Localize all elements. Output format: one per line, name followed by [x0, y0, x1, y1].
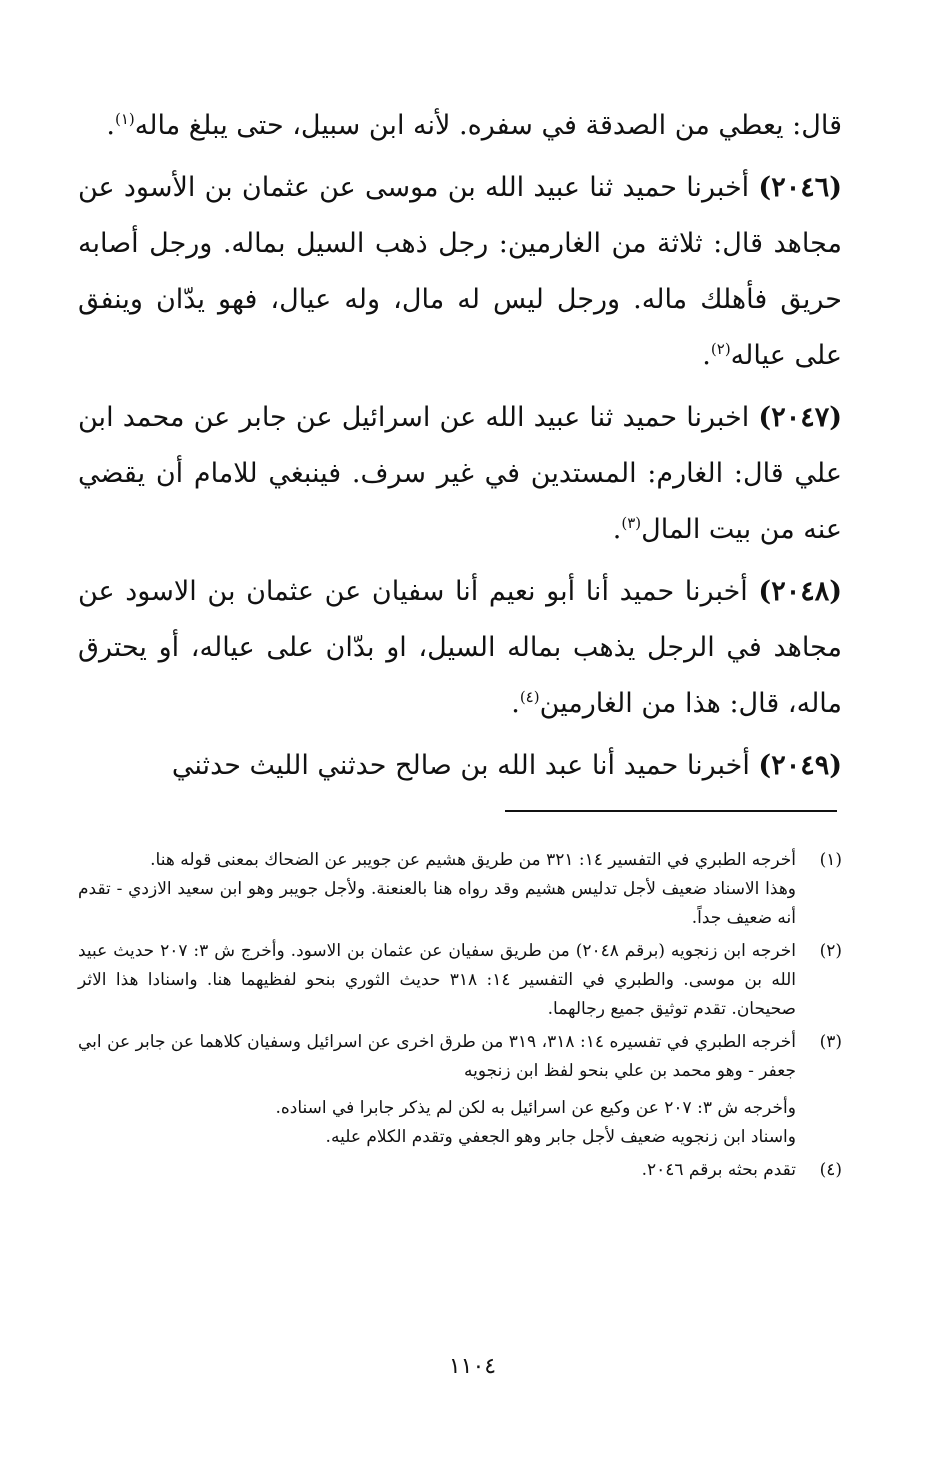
- footnote-ref: (١): [114, 110, 135, 128]
- hadith-number: (٢٠٤٦): [758, 172, 842, 203]
- footnote-line: تقدم بحثه برقم ٢٠٤٦.: [641, 1160, 796, 1180]
- paragraph: قال: يعطي من الصدقة في سفره. لأنه ابن سبيل، حتى يبلغ ماله$^{(١)}$.: [106, 110, 842, 141]
- footnote-divider: [505, 810, 837, 812]
- footnote-line: أخرجه الطبري في تفسيره ١٤: ٣١٨، ٣١٩ من طرق اخرى عن اسرائيل وسفيان كلاهما عن جابر عن ابي جعفر - وهو محمد بن علي بنحو لفظ ابن زنجويه: [78, 1032, 796, 1081]
- hadith-2049: [78, 738, 842, 794]
- footnote-line: وهذا الاسناد ضعيف لأجل تدليس هشيم وقد رواه هنا بالعنعنة. ولأجل جويبر وهو ابن سعيد الازدي - تقدم أنه ضعيف جداً.: [78, 879, 796, 928]
- hadith-number: (٢٠٤٨): [758, 576, 842, 607]
- footnote-line: أخرجه الطبري في التفسير ١٤: ٣٢١ من طريق هشيم عن جويبر عن الضحاك بمعنى قوله هنا.: [150, 850, 796, 870]
- footnote-body: [78, 937, 796, 1024]
- page-number: ١١٠٤: [448, 1354, 497, 1379]
- footnote-ref: (٢): [710, 340, 731, 358]
- footnote-1: [78, 846, 842, 933]
- footnote-line: واسناد ابن زنجويه ضعيف لأجل جابر وهو الجعفي وتقدم الكلام عليه.: [325, 1127, 796, 1147]
- footnote-body: [78, 1028, 796, 1152]
- hadith-2048: (٢٠٤٨) أخبرنا حميد أنا أبو نعيم أنا سفيان عن عثمان بن الاسود عن مجاهد في الرجل يذهب بماله السيل، او بدّان على عياله، أو يحترق ماله، قال: هذا من الغارمين$^{(٤)}$.: [78, 576, 842, 719]
- hadith-text: اخبرنا حميد ثنا عبيد الله عن اسرائيل عن جابر عن محمد ابن علي قال: الغارم: المستدين في غير سرف. فينبغي للامام أن يقضي عنه من بيت المال: [78, 402, 842, 545]
- footnote-line: وأخرجه ش ٣: ٢٠٧ عن وكيع عن اسرائيل به لكن لم يذكر جابرا في اسناده.: [275, 1098, 796, 1118]
- footnote-line: اخرجه ابن زنجويه (برقم ٢٠٤٨) من طريق سفيان عن عثمان بن الاسود. وأخرج ش ٣: ٢٠٧ حديث عبيد الله بن موسى. والطبري في التفسير ١٤: ٣١٨ حديث الثوري بنحو لفظيهما هنا. واسنادا هذا الاثر صحيحان. تقدم توثيق جميع رجالهما.: [78, 941, 796, 1019]
- footnote-mark: (٤): [819, 1160, 842, 1180]
- footnotes: [78, 846, 842, 1189]
- footnote-2: [78, 937, 842, 1024]
- hadith-text: أخبرنا حميد أنا أبو نعيم أنا سفيان عن عثمان بن الاسود عن مجاهد في الرجل يذهب بماله السيل، او بدّان على عياله، أو يحترق ماله، قال: هذا من الغارمين: [78, 576, 842, 719]
- footnote-mark: (٣): [819, 1032, 842, 1052]
- hadith-2046: (٢٠٤٦) أخبرنا حميد ثنا عبيد الله بن موسى عن عثمان بن الأسود عن مجاهد قال: ثلاثة من الغارمين: رجل ذهب السيل بماله. ورجل أصابه حريق فأهلك ماله. ورجل ليس له مال، وله عيال، فهو يدّان وينفق على عياله$^{(٢)}$.: [78, 172, 842, 371]
- hadith-2047: (٢٠٤٧) اخبرنا حميد ثنا عبيد الله عن اسرائيل عن جابر عن محمد ابن علي قال: الغارم: المستدين في غير سرف. فينبغي للامام أن يقضي عنه من بيت المال$^{(٣)}$.: [78, 402, 842, 545]
- footnote-ref: (٣): [621, 514, 642, 532]
- hadith-text: أخبرنا حميد ثنا عبيد الله بن موسى عن عثمان بن الأسود عن مجاهد قال: ثلاثة من الغارمين: رجل ذهب السيل بماله. ورجل أصابه حريق فأهلك ماله. ورجل ليس له مال، وله عيال، فهو يدّان وينفق على عياله: [78, 172, 842, 371]
- hadith-text: أخبرنا حميد أنا عبد الله بن صالح حدثني الليث حدثني: [171, 750, 750, 781]
- main-text: [78, 98, 842, 800]
- footnote-ref: (٤): [519, 688, 540, 706]
- footnote-4: [78, 1156, 842, 1185]
- footnote-mark: (١): [819, 850, 842, 870]
- hadith-number: (٢٠٤٩): [758, 750, 842, 781]
- footnote-body: [78, 846, 796, 933]
- paragraph-text: قال: يعطي من الصدقة في سفره. لأنه ابن سبيل، حتى يبلغ ماله: [134, 110, 842, 141]
- footnote-body: [78, 1156, 796, 1185]
- footnote-3: [78, 1028, 842, 1152]
- hadith-number: (٢٠٤٧): [758, 402, 842, 433]
- footnote-mark: (٢): [819, 941, 842, 961]
